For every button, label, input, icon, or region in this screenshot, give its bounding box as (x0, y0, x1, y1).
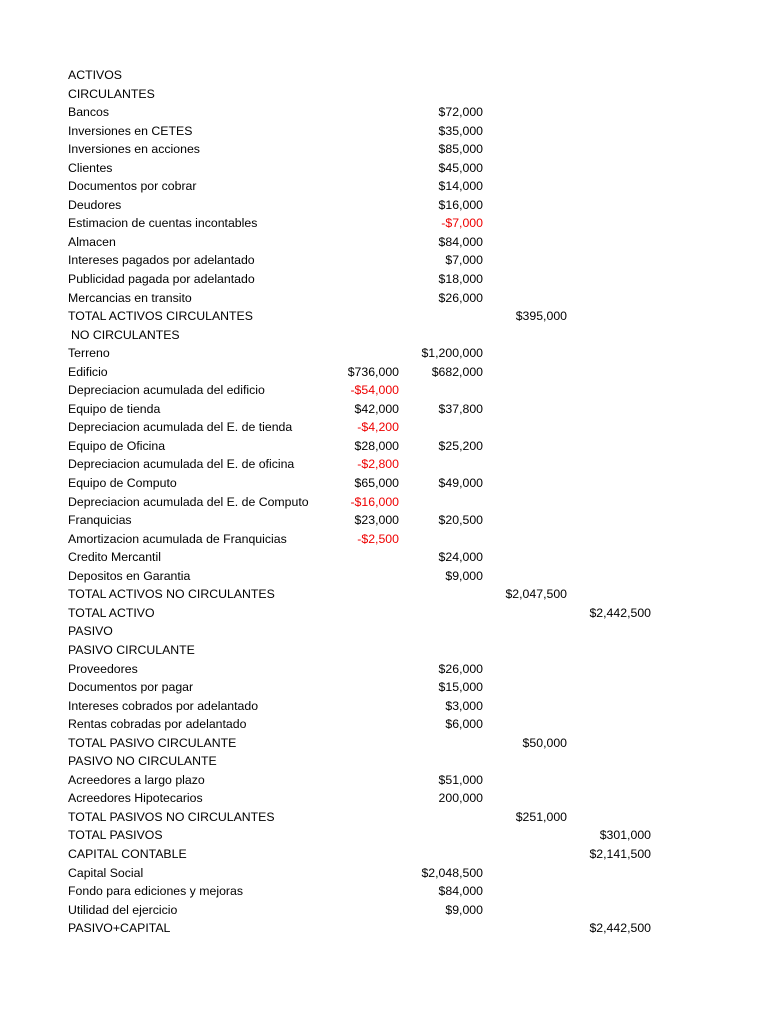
sheet-row (0, 660, 768, 679)
sheet-row (0, 919, 768, 938)
sheet-row (0, 307, 768, 326)
row-label: Acreedores a largo plazo (68, 772, 205, 787)
amount-col-b: $24,000 (438, 550, 483, 565)
row-label: TOTAL ACTIVOS CIRCULANTES (68, 309, 253, 324)
row-label: TOTAL PASIVOS NO CIRCULANTES (68, 809, 275, 824)
amount-col-d: $2,141,500 (589, 846, 651, 861)
amount-col-b: $1,200,000 (421, 346, 483, 361)
row-label: Credito Mercantil (68, 550, 161, 565)
sheet-row (0, 808, 768, 827)
sheet-row (0, 585, 768, 604)
sheet-row (0, 344, 768, 363)
sheet-row (0, 159, 768, 178)
sheet-row (0, 845, 768, 864)
amount-col-c: $50,000 (522, 735, 567, 750)
sheet-row (0, 85, 768, 104)
row-label: Acreedores Hipotecarios (68, 791, 203, 806)
amount-col-c: $251,000 (515, 809, 567, 824)
amount-col-b: $7,000 (445, 253, 483, 268)
row-label: Proveedores (68, 661, 138, 676)
sheet-row (0, 734, 768, 753)
row-label: Intereses pagados por adelantado (68, 253, 255, 268)
sheet-row (0, 400, 768, 419)
sheet-row (0, 530, 768, 549)
row-label: Fondo para ediciones y mejoras (68, 884, 243, 899)
row-label: Amortizacion acumulada de Franquicias (68, 531, 287, 546)
row-label: Publicidad pagada por adelantado (68, 272, 255, 287)
row-label: Franquicias (68, 513, 132, 528)
amount-col-d: $2,442,500 (589, 921, 651, 936)
sheet-row (0, 511, 768, 530)
amount-col-b: $26,000 (438, 290, 483, 305)
sheet-row (0, 381, 768, 400)
amount-col-b: 200,000 (438, 791, 483, 806)
row-label: Utilidad del ejercicio (68, 902, 178, 917)
row-label: Documentos por pagar (68, 680, 194, 695)
row-label: Almacen (68, 234, 116, 249)
amount-col-b: -$7,000 (441, 216, 483, 231)
row-label: TOTAL ACTIVOS NO CIRCULANTES (68, 587, 275, 602)
row-label: Intereses cobrados por adelantado (68, 698, 259, 713)
amount-col-b: $85,000 (438, 142, 483, 157)
sheet-row (0, 789, 768, 808)
amount-col-b: $84,000 (438, 884, 483, 899)
sheet-row (0, 122, 768, 141)
row-label: ACTIVOS (68, 68, 122, 82)
amount-col-c: $2,047,500 (505, 587, 567, 602)
sheet-row (0, 103, 768, 122)
sheet-row (0, 363, 768, 382)
amount-col-b: $14,000 (438, 179, 483, 194)
sheet-row (0, 270, 768, 289)
row-label: Terreno (68, 346, 110, 361)
row-label: CAPITAL CONTABLE (68, 846, 187, 861)
sheet-row (0, 864, 768, 883)
sheet-row (0, 455, 768, 474)
amount-col-b: $3,000 (445, 698, 483, 713)
row-label: Mercancias en transito (68, 290, 192, 305)
sheet-row (0, 214, 768, 233)
amount-col-b: $2,048,500 (421, 865, 483, 880)
sheet-row (0, 641, 768, 660)
row-label: TOTAL ACTIVO (68, 605, 155, 620)
row-label: TOTAL PASIVOS (68, 828, 163, 843)
amount-col-b: $15,000 (438, 680, 483, 695)
sheet-row (0, 289, 768, 308)
row-label: PASIVO CIRCULANTE (68, 642, 195, 657)
row-label: Documentos por cobrar (68, 179, 197, 194)
row-label: Depositos en Garantia (68, 568, 191, 583)
amount-col-d: $2,442,500 (589, 605, 651, 620)
sheet-row (0, 697, 768, 716)
amount-col-b: $20,500 (438, 513, 483, 528)
row-label: NO CIRCULANTES (71, 327, 180, 342)
row-label: Rentas cobradas por adelantado (68, 717, 247, 732)
row-label: Estimacion de cuentas incontables (68, 216, 258, 231)
amount-col-b: $72,000 (438, 105, 483, 120)
row-label: PASIVO+CAPITAL (68, 921, 171, 936)
sheet-row (0, 140, 768, 159)
sheet-row (0, 251, 768, 270)
row-label: PASIVO NO CIRCULANTE (68, 754, 217, 769)
row-label: Capital Social (68, 865, 144, 880)
amount-col-a: $736,000 (347, 364, 399, 379)
sheet-row (0, 901, 768, 920)
sheet-row (0, 622, 768, 641)
sheet-row (0, 604, 768, 623)
amount-col-b: $49,000 (438, 476, 483, 491)
sheet-row (0, 233, 768, 252)
amount-col-b: $16,000 (438, 197, 483, 212)
row-label: Equipo de tienda (68, 401, 161, 416)
amount-col-d: $301,000 (599, 828, 651, 843)
amount-col-a: $42,000 (354, 401, 399, 416)
amount-col-a: $23,000 (354, 513, 399, 528)
row-label: TOTAL PASIVO CIRCULANTE (68, 735, 237, 750)
row-label: Depreciacion acumulada del E. de tienda (68, 420, 293, 435)
row-label: Deudores (68, 197, 122, 212)
sheet-row (0, 826, 768, 845)
row-label: PASIVO (68, 624, 113, 639)
sheet-row (0, 715, 768, 734)
amount-col-b: $26,000 (438, 661, 483, 676)
amount-col-a: $28,000 (354, 438, 399, 453)
amount-col-b: $84,000 (438, 234, 483, 249)
sheet-row (0, 567, 768, 586)
amount-col-b: $682,000 (431, 364, 483, 379)
amount-col-b: $51,000 (438, 772, 483, 787)
sheet-row (0, 66, 768, 85)
sheet-row (0, 437, 768, 456)
amount-col-b: $25,200 (438, 438, 483, 453)
sheet-row (0, 326, 768, 345)
sheet-row (0, 752, 768, 771)
amount-col-a: -$2,500 (357, 531, 399, 546)
amount-col-b: $35,000 (438, 123, 483, 138)
amount-col-b: $9,000 (445, 902, 483, 917)
row-label: Equipo de Oficina (68, 438, 166, 453)
amount-col-a: -$16,000 (350, 494, 399, 509)
balance-sheet (0, 66, 768, 938)
row-label: Edificio (68, 364, 108, 379)
sheet-row (0, 678, 768, 697)
sheet-row (0, 771, 768, 790)
sheet-row (0, 196, 768, 215)
row-label: Depreciacion acumulada del E. de oficina (68, 457, 295, 472)
sheet-row (0, 474, 768, 493)
amount-col-b: $37,800 (438, 401, 483, 416)
sheet-row (0, 418, 768, 437)
amount-col-a: -$2,800 (357, 457, 399, 472)
sheet-row (0, 548, 768, 567)
row-label: Inversiones en acciones (68, 142, 200, 157)
amount-col-b: $6,000 (445, 717, 483, 732)
amount-col-a: $65,000 (354, 476, 399, 491)
sheet-row (0, 882, 768, 901)
row-label: Inversiones en CETES (68, 123, 193, 138)
row-label: Equipo de Computo (68, 476, 177, 491)
row-label: Bancos (68, 105, 110, 120)
amount-col-a: -$54,000 (350, 383, 399, 398)
amount-col-b: $45,000 (438, 160, 483, 175)
sheet-row (0, 177, 768, 196)
amount-col-b: $18,000 (438, 272, 483, 287)
amount-col-b: $9,000 (445, 568, 483, 583)
amount-col-a: -$4,200 (357, 420, 399, 435)
row-label: Depreciacion acumulada del E. de Computo (68, 494, 309, 509)
row-label: Depreciacion acumulada del edificio (68, 383, 265, 398)
row-label: Clientes (68, 160, 113, 175)
row-label: CIRCULANTES (68, 86, 155, 101)
sheet-row (0, 493, 768, 512)
amount-col-c: $395,000 (515, 309, 567, 324)
